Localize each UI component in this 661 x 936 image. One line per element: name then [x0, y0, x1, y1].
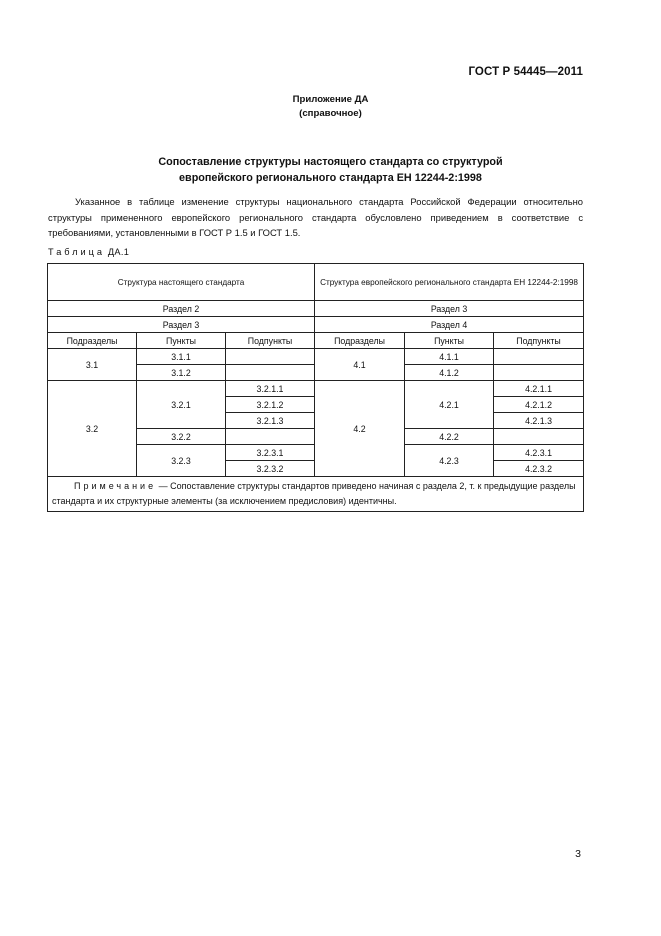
- appendix-subtitle: (справочное): [299, 108, 362, 119]
- col-points-right: Пункты: [405, 333, 494, 349]
- section-right-2: Раздел 4: [315, 317, 584, 333]
- cell: 3.2.3.1: [226, 445, 315, 461]
- table-note-row: [48, 477, 584, 512]
- col-subpoints-right: Подпункты: [494, 333, 584, 349]
- section-left-1: Раздел 2: [48, 301, 315, 317]
- cell: 3.2.1.3: [226, 413, 315, 429]
- cell-empty: [494, 365, 584, 381]
- cell: 4.1.2: [405, 365, 494, 381]
- cell: 4.2.2: [405, 429, 494, 445]
- cell: 4.1: [315, 349, 405, 381]
- doc-title-line2: европейского регионального стандарта ЕН 12244-2:1998: [179, 172, 482, 184]
- section-left-2: Раздел 3: [48, 317, 315, 333]
- table-caption-label: Таблица: [48, 247, 106, 257]
- table-caption: [48, 247, 129, 257]
- note-label: Примечание: [74, 481, 157, 491]
- cell: 4.2: [315, 381, 405, 477]
- cell: 3.2: [48, 381, 137, 477]
- section-right-1: Раздел 3: [315, 301, 584, 317]
- cell: 3.2.1.2: [226, 397, 315, 413]
- cell: 3.2.2: [137, 429, 226, 445]
- cell-empty: [226, 365, 315, 381]
- cell: 4.2.1.2: [494, 397, 584, 413]
- column-header-row: [48, 333, 584, 349]
- appendix-title: Приложение ДА: [292, 94, 369, 105]
- cell: 3.2.3.2: [226, 461, 315, 477]
- cell: 3.2.1: [137, 381, 226, 429]
- table-caption-number: ДА.1: [107, 247, 130, 257]
- cell-empty: [494, 349, 584, 365]
- cell: 4.2.1.1: [494, 381, 584, 397]
- cell: 3.2.3: [137, 445, 226, 477]
- cell-empty: [226, 429, 315, 445]
- table-row: [48, 349, 584, 365]
- note-text: — Сопоставление структуры стандартов приведено начиная с раздела 2, т. к предыдущие разделы стандарта и их структурные элементы (за исключением предисловия) идентичны.: [52, 481, 576, 506]
- cell-empty: [226, 349, 315, 365]
- col-points-left: Пункты: [137, 333, 226, 349]
- intro-text: Указанное в таблице изменение структуры национального стандарта Российской Федерации относительно структуры примененного европейского регионального стандарта обусловлено приведением в соответствие с требованиями, установленными в ГОСТ Р 1.5 и ГОСТ 1.5.: [48, 196, 583, 238]
- standard-id: ГОСТ Р 54445—2011: [468, 66, 583, 78]
- cell: 4.2.1.3: [494, 413, 584, 429]
- cell: 3.1.2: [137, 365, 226, 381]
- table-row: [48, 301, 584, 317]
- cell: 4.2.3.2: [494, 461, 584, 477]
- cell: 4.2.3.1: [494, 445, 584, 461]
- cell: 4.1.1: [405, 349, 494, 365]
- cell: 3.1: [48, 349, 137, 381]
- cell: 3.2.1.1: [226, 381, 315, 397]
- table-note: [48, 477, 584, 512]
- head-right: Структура европейского регионального стандарта ЕН 12244-2:1998: [315, 264, 584, 301]
- table-header-row: [48, 264, 584, 301]
- col-subsections-left: Подразделы: [48, 333, 137, 349]
- table-row: [48, 317, 584, 333]
- cell-empty: [494, 429, 584, 445]
- head-left: Структура настоящего стандарта: [48, 264, 315, 301]
- cell: 3.1.1: [137, 349, 226, 365]
- doc-title-line1: Сопоставление структуры настоящего стандарта со структурой: [158, 156, 503, 168]
- table-row: [48, 381, 584, 397]
- page-number: 3: [575, 848, 581, 860]
- col-subpoints-left: Подпункты: [226, 333, 315, 349]
- intro-paragraph: [48, 194, 583, 241]
- cell: 4.2.1: [405, 381, 494, 429]
- comparison-table: [47, 263, 584, 512]
- col-subsections-right: Подразделы: [315, 333, 405, 349]
- cell: 4.2.3: [405, 445, 494, 477]
